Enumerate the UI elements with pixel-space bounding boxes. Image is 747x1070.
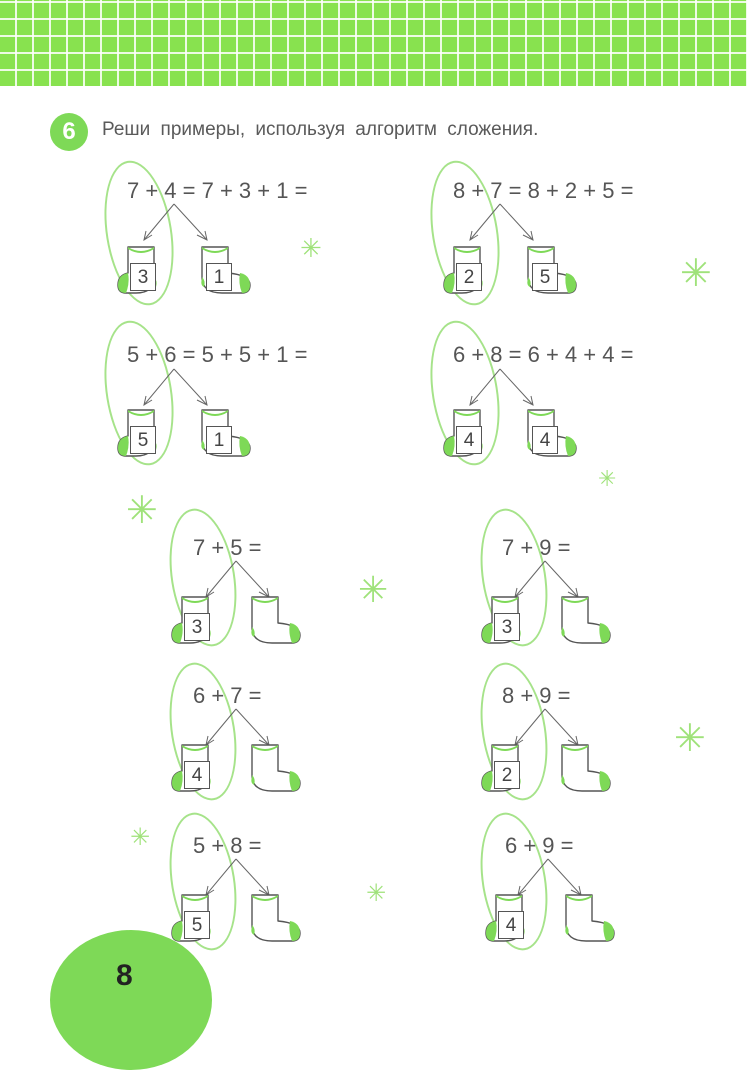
sock-icon bbox=[170, 595, 222, 645]
snowflake-sparkle-icon: ✳ bbox=[674, 718, 706, 760]
sock-number: 1 bbox=[206, 426, 232, 454]
problem-expression: 5 + 6 = 5 + 5 + 1 = bbox=[127, 342, 308, 367]
sock-number: 2 bbox=[456, 263, 482, 291]
snowflake-sparkle-icon: ✳ bbox=[130, 824, 151, 851]
sock-number: 2 bbox=[494, 761, 520, 789]
sock-icon bbox=[200, 408, 252, 458]
sock-icon bbox=[480, 595, 532, 645]
sock-icon bbox=[250, 893, 302, 943]
sock-number: 4 bbox=[532, 426, 558, 454]
problem-expression: 7 + 9 = bbox=[502, 535, 571, 560]
sock-number: 4 bbox=[498, 911, 524, 939]
sock-icon bbox=[560, 595, 612, 645]
task-instruction: Реши примеры, используя алгоритм сложения. bbox=[102, 119, 539, 140]
problem-expression: 6 + 8 = 6 + 4 + 4 = bbox=[453, 342, 634, 367]
sock-icon bbox=[116, 408, 168, 458]
snowflake-sparkle-icon: ✳ bbox=[680, 253, 712, 295]
page-number: 8 bbox=[116, 959, 133, 992]
snowflake-sparkle-icon: ✳ bbox=[598, 466, 617, 491]
sock-icon bbox=[480, 743, 532, 793]
sock-number: 3 bbox=[130, 263, 156, 291]
sock-number: 4 bbox=[184, 761, 210, 789]
sock-icon bbox=[170, 893, 222, 943]
sock-number: 5 bbox=[532, 263, 558, 291]
sock-number: 3 bbox=[494, 613, 520, 641]
sock-icon bbox=[564, 893, 616, 943]
problem-expression: 6 + 9 = bbox=[505, 833, 574, 858]
page-number-badge bbox=[50, 930, 212, 1070]
snowflake-sparkle-icon: ✳ bbox=[126, 490, 158, 532]
snowflake-sparkle-icon: ✳ bbox=[358, 569, 389, 610]
sock-number: 3 bbox=[184, 613, 210, 641]
task-number-badge: 6 bbox=[50, 113, 88, 151]
sock-icon bbox=[442, 408, 494, 458]
sock-icon bbox=[526, 245, 578, 295]
problem-expression: 7 + 4 = 7 + 3 + 1 = bbox=[127, 178, 308, 203]
sock-icon bbox=[200, 245, 252, 295]
header-grid-banner bbox=[0, 0, 747, 86]
sock-number: 5 bbox=[130, 426, 156, 454]
problem-expression: 6 + 7 = bbox=[193, 683, 262, 708]
snowflake-sparkle-icon: ✳ bbox=[366, 880, 387, 907]
sock-icon bbox=[250, 595, 302, 645]
sock-icon bbox=[442, 245, 494, 295]
sock-icon bbox=[560, 743, 612, 793]
sock-number: 1 bbox=[206, 263, 232, 291]
sock-icon bbox=[116, 245, 168, 295]
sock-icon bbox=[484, 893, 536, 943]
sock-icon bbox=[526, 408, 578, 458]
problem-expression: 8 + 9 = bbox=[502, 683, 571, 708]
snowflake-sparkle-icon: ✳ bbox=[300, 233, 322, 263]
problem-expression: 8 + 7 = 8 + 2 + 5 = bbox=[453, 178, 634, 203]
sock-number: 5 bbox=[184, 911, 210, 939]
sock-number: 4 bbox=[456, 426, 482, 454]
sock-icon bbox=[170, 743, 222, 793]
problem-expression: 7 + 5 = bbox=[193, 535, 262, 560]
sock-icon bbox=[250, 743, 302, 793]
problem-expression: 5 + 8 = bbox=[193, 833, 262, 858]
